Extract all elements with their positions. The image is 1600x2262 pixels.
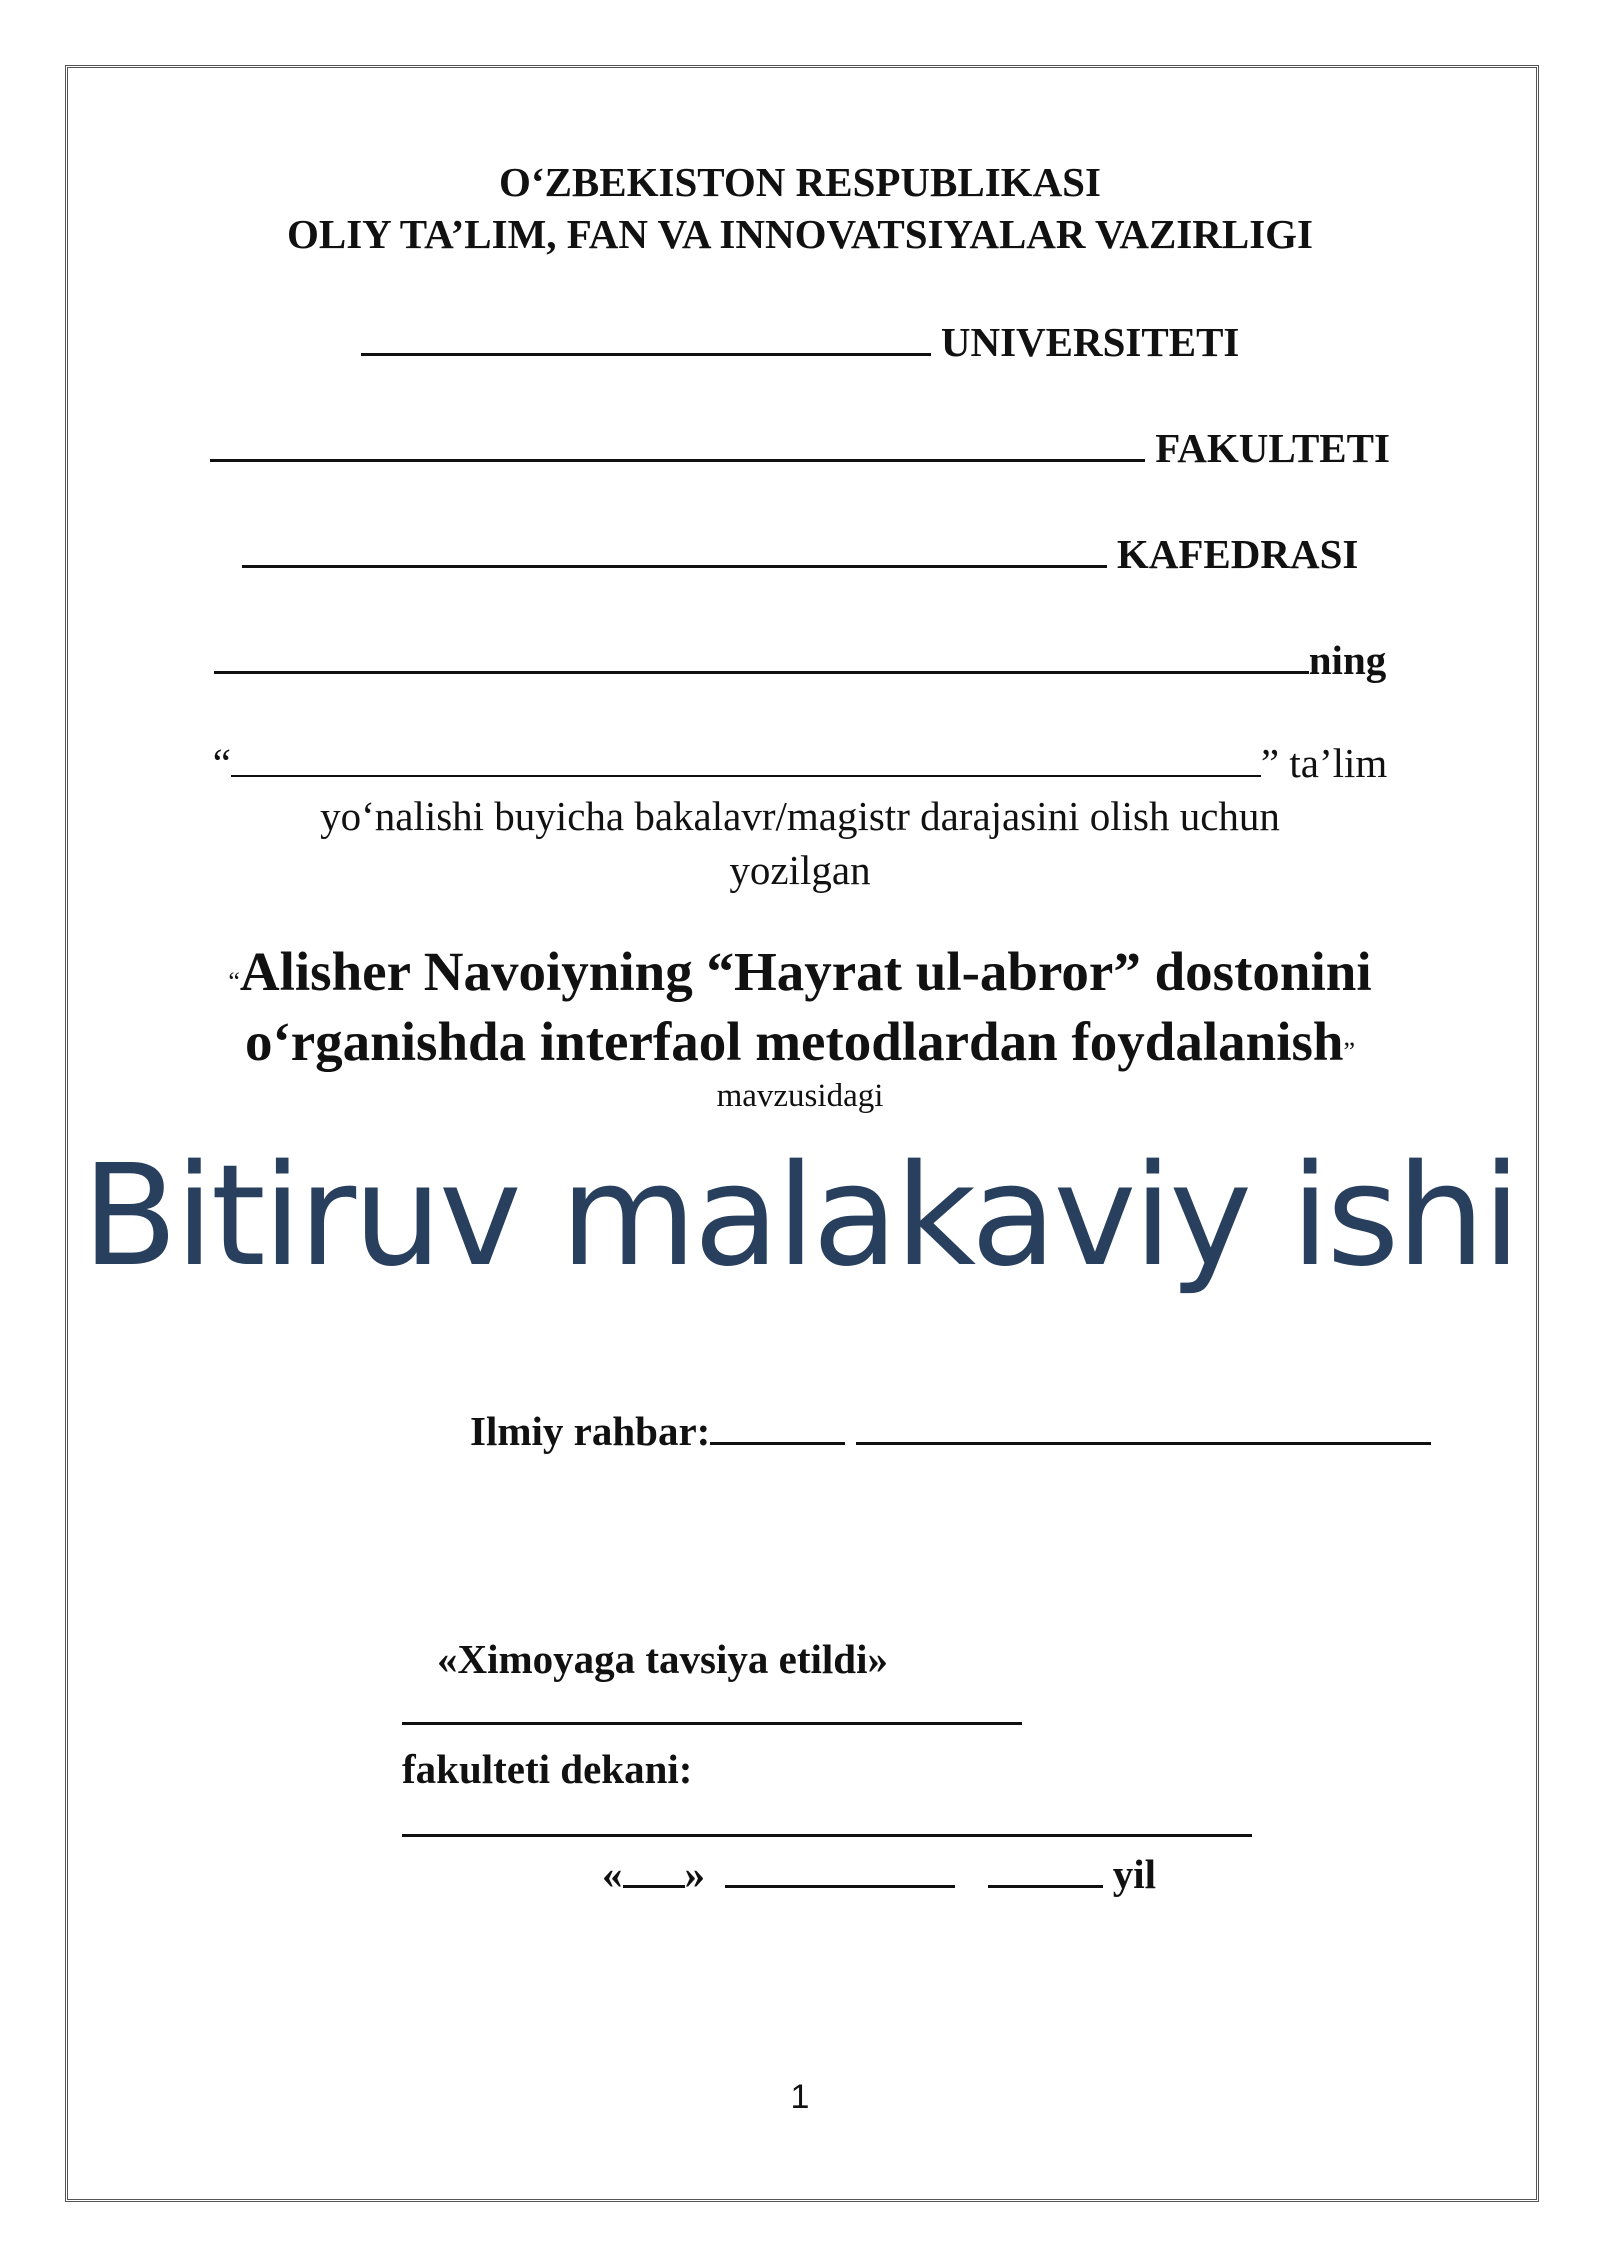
- student-blank: [214, 634, 1309, 674]
- topic-line-1: [0, 940, 1600, 1003]
- direction-line-3: yozilgan: [729, 847, 871, 893]
- topic-text-2: o‘rganishda interfaol metodlardan foydalanish: [244, 1011, 1344, 1072]
- month-blank: [725, 1848, 955, 1888]
- topic-close-quote: ”: [1343, 1037, 1356, 1066]
- direction-line-2: yo‘nalishi buyicha bakalavr/magistr darajasini olish uchun: [320, 793, 1280, 839]
- approval-heading: «Ximoyaga tavsiya etildi»: [437, 1636, 888, 1682]
- university-blank: [361, 316, 931, 356]
- approval-signature-blank: [402, 1722, 1022, 1725]
- year-label: yil: [1112, 1850, 1157, 1897]
- supervisor-line: [470, 1405, 1431, 1455]
- supervisor-label: Ilmiy rahbar:: [470, 1407, 711, 1454]
- country-heading: O‘ZBEKISTON RESPUBLIKASI: [499, 159, 1101, 205]
- day-blank: [623, 1848, 685, 1888]
- university-line: [0, 316, 1600, 366]
- supervisor-blank-2: [856, 1405, 1431, 1445]
- topic-line-2: [0, 1010, 1600, 1073]
- topic-open-quote: “: [228, 967, 240, 996]
- direction-line: [0, 738, 1600, 787]
- faculty-label: FAKULTETI: [1155, 424, 1390, 471]
- student-line: [0, 634, 1600, 684]
- page-number: 1: [790, 2078, 810, 2116]
- work-title: Bitiruv malakaviy ishi: [81, 1135, 1519, 1298]
- direction-open-quote: “: [212, 739, 231, 786]
- faculty-blank: [210, 422, 1145, 462]
- department-line: [0, 528, 1600, 578]
- topic-caption: mavzusidagi: [716, 1078, 884, 1114]
- year-blank: [988, 1848, 1103, 1888]
- topic-text-1: Alisher Navoiyning “Hayrat ul-abror” dostonini: [239, 941, 1372, 1002]
- ministry-heading: OLIY TA’LIM, FAN VA INNOVATSIYALAR VAZIRLIGI: [286, 211, 1314, 257]
- faculty-line: [0, 422, 1600, 472]
- university-label: UNIVERSITETI: [940, 318, 1240, 365]
- supervisor-blank-1: [710, 1405, 845, 1445]
- direction-close-quote: ” ta’lim: [1260, 739, 1388, 786]
- student-suffix: ning: [1308, 636, 1387, 683]
- direction-blank: [231, 738, 1261, 777]
- date-open-quote: «: [602, 1850, 623, 1897]
- dean-label: fakulteti dekani:: [402, 1746, 693, 1792]
- dean-signature-blank: [402, 1834, 1252, 1837]
- department-blank: [242, 528, 1107, 568]
- date-line: [602, 1848, 1156, 1898]
- department-label: KAFEDRASI: [1116, 530, 1359, 577]
- date-close-quote: »: [684, 1850, 705, 1897]
